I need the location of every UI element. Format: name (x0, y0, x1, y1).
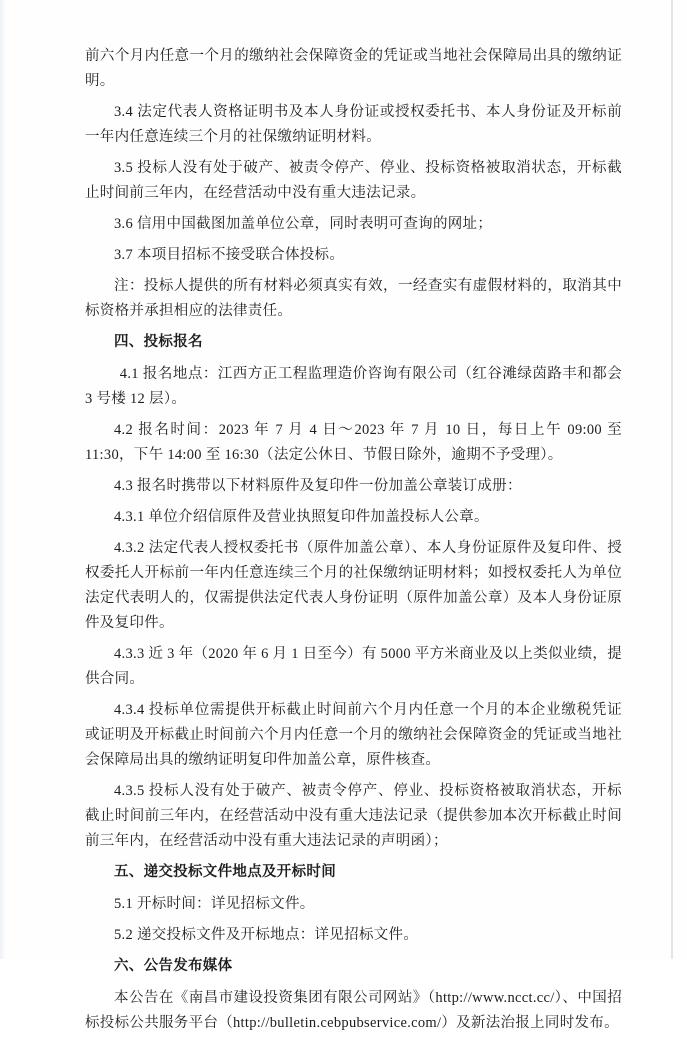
paragraph-note: 注：投标人提供的所有材料必须真实有效，一经查实有虚假材料的，取消其中标资格并承担相应的法律责任。 (85, 278, 622, 319)
paragraph-4-3-2: 4.3.2 法定代表人授权委托书（原件加盖公章）、本人身份证原件及复印件、授权委托人开标前一年内任意连续三个月的社保缴纳证明材料；如授权委托人为单位法定代表明人的，仅需提供法定代表人身份证明（原件加盖公章）及本人身份证原件及复印件。 (85, 540, 622, 631)
paragraph-publication-media: 本公告在《南昌市建设投资集团有限公司网站》（http://www.ncct.cc/）、中国招标投标公共服务平台（http://bulletin.cebpubservice.com/）及新法治报上同时发布。 (85, 990, 622, 1031)
paragraph-3-7: 3.7 本项目招标不接受联合体投标。 (114, 247, 345, 263)
paragraph-4-3-materials-list-intro: 4.3 报名时携带以下材料原件及复印件一份加盖公章装订成册： (114, 478, 522, 494)
section-heading-5-submission-and-opening: 五、递交投标文件地点及开标时间 (114, 864, 336, 880)
paragraph-5-1-opening-time: 5.1 开标时间：详见招标文件。 (114, 896, 315, 912)
paragraph-4-3-4: 4.3.4 投标单位需提供开标截止时间前六个月内任意一个月的本企业缴税凭证或证明及开标截止时间前六个月内任意一个月的缴纳社会保障资金的凭证或当地社会保障局出具的缴纳证明复印件加盖公章，原件核查。 (85, 702, 622, 768)
paragraph-4-3-1: 4.3.1 单位介绍信原件及营业执照复印件加盖投标人公章。 (114, 509, 489, 525)
section-heading-4-bid-registration: 四、投标报名 (114, 334, 203, 350)
document-body (85, 44, 622, 1042)
paragraph-social-security-continuation: 前六个月内任意一个月的缴纳社会保障资金的凭证或当地社会保障局出具的缴纳证明。 (85, 48, 622, 89)
left-scan-tint (0, 0, 6, 959)
section-heading-6-publication-media: 六、公告发布媒体 (114, 958, 233, 974)
paragraph-4-3-3: 4.3.3 近 3 年（2020 年 6 月 1 日至今）有 5000 平方米商业及以上类似业绩，提供合同。 (85, 646, 622, 687)
paragraph-5-2-submission-place: 5.2 递交投标文件及开标地点：详见招标文件。 (114, 927, 419, 943)
paragraph-4-1-registration-place: 4.1 报名地点：江西方正工程监理造价咨询有限公司（红谷滩绿茵路丰和都会 3 号楼 12 层）。 (85, 366, 622, 407)
paragraph-4-2-registration-time: 4.2 报名时间：2023 年 7 月 4 日～2023 年 7 月 10 日，每日上午 09:00 至 11:30，下午 14:00 至 16:30（法定公休日、节假日除外，逾期不予受理）。 (85, 422, 622, 463)
right-scan-artifact-line (671, 0, 673, 959)
paragraph-3-6: 3.6 信用中国截图加盖单位公章，同时表明可查询的网址； (114, 216, 493, 232)
paragraph-3-4: 3.4 法定代表人资格证明书及本人身份证或授权委托书、本人身份证及开标前一年内任意连续三个月的社保缴纳证明材料。 (85, 104, 622, 145)
paragraph-4-3-5: 4.3.5 投标人没有处于破产、被责令停产、停业、投标资格被取消状态，开标截止时间前三年内，在经营活动中没有重大违法记录（提供参加本次开标截止时间前三年内，在经营活动中没有重大违法记录的声明函）； (85, 783, 622, 849)
paragraph-3-5: 3.5 投标人没有处于破产、被责令停产、停业、投标资格被取消状态，开标截止时间前三年内，在经营活动中没有重大违法记录。 (85, 160, 622, 201)
